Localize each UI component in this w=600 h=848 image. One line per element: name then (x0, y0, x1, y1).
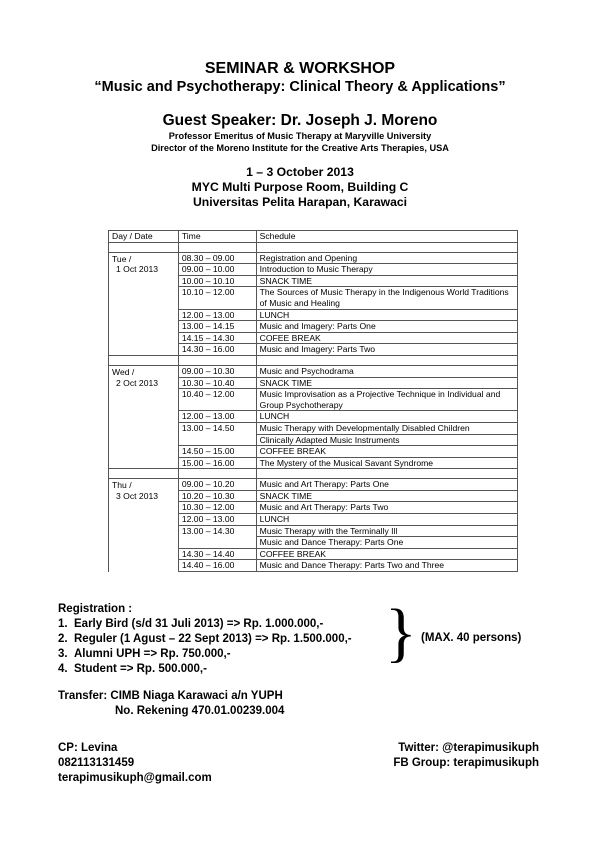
time-cell: 10.30 – 12.00 (178, 502, 256, 514)
registration-item: 2. Reguler (1 Agust – 22 Sept 2013) => Rp. 1.500.000,- (58, 633, 352, 645)
day-separator-row (109, 469, 518, 479)
registration-heading: Registration : (58, 603, 133, 615)
separator-cell (178, 469, 256, 479)
max-capacity-note: (MAX. 40 persons) (421, 632, 522, 644)
separator-cell (109, 242, 179, 252)
schedule-cell: Clinically Adapted Music Instruments (256, 434, 517, 446)
schedule-row (109, 365, 518, 377)
guest-speaker: Guest Speaker: Dr. Joseph J. Moreno (162, 112, 438, 129)
contact-phone: 082113131459 (58, 757, 135, 769)
contact-email: terapimusikuph@gmail.com (58, 772, 212, 784)
speaker-title-2: Director of the Moreno Institute for the Creative Arts Therapies, USA (151, 143, 449, 153)
schedule-cell: Music and Dance Therapy: Parts One (256, 537, 517, 549)
registration-item: 3. Alumni UPH => Rp. 750.000,- (58, 648, 231, 660)
day-date-cell (109, 365, 179, 468)
day-name: Thu / (112, 480, 132, 491)
schedule-cell: Music Therapy with Developmentally Disabled Children (256, 422, 517, 434)
time-cell: 10.20 – 10.30 (178, 490, 256, 502)
schedule-cell: Music and Psychodrama (256, 365, 517, 377)
schedule-row (109, 252, 518, 264)
time-cell: 13.00 – 14.15 (178, 321, 256, 333)
schedule-cell: Music Therapy with the Terminally Ill (256, 525, 517, 537)
registration-item: 4. Student => Rp. 500.000,- (58, 663, 207, 675)
day-name: Tue / (112, 253, 132, 264)
schedule-cell: SNACK TIME (256, 377, 517, 389)
separator-cell (109, 355, 179, 365)
schedule-row (109, 479, 518, 491)
separator-cell (178, 242, 256, 252)
page-subtitle: “Music and Psychotherapy: Clinical Theory & Applications” (94, 79, 506, 95)
time-cell: 10.30 – 10.40 (178, 377, 256, 389)
separator-cell (178, 355, 256, 365)
separator-cell (256, 469, 517, 479)
right-brace: } (385, 596, 417, 669)
registration-item: 1. Early Bird (s/d 31 Juli 2013) => Rp. 1.000.000,- (58, 618, 324, 630)
header-time: Time (178, 231, 256, 243)
separator-cell (256, 242, 517, 252)
time-cell: 13.00 – 14.50 (178, 422, 256, 445)
event-campus: Universitas Pelita Harapan, Karawaci (192, 195, 408, 209)
twitter-handle: Twitter: @terapimusikuph (398, 742, 539, 754)
schedule-cell: Music and Imagery: Parts One (256, 321, 517, 333)
schedule-cell: Music and Art Therapy: Parts One (256, 479, 517, 491)
time-cell: 14.15 – 14.30 (178, 332, 256, 344)
time-cell: 14.50 – 15.00 (178, 446, 256, 458)
day-date-cell (109, 252, 179, 355)
schedule-cell: Music and Art Therapy: Parts Two (256, 502, 517, 514)
time-cell: 12.00 – 13.00 (178, 309, 256, 321)
schedule-table (108, 230, 518, 572)
schedule-cell: SNACK TIME (256, 275, 517, 287)
schedule-cell: LUNCH (256, 411, 517, 423)
day-name: Wed / (112, 366, 135, 377)
time-cell: 14.30 – 14.40 (178, 548, 256, 560)
day-separator-row (109, 355, 518, 365)
fb-group: FB Group: terapimusikuph (393, 757, 539, 769)
schedule-cell: COFFEE BREAK (256, 446, 517, 458)
time-cell: 10.00 – 10.10 (178, 275, 256, 287)
time-cell: 09.00 – 10.00 (178, 264, 256, 276)
schedule-cell: Music and Dance Therapy: Parts Two and Three (256, 560, 517, 572)
separator-cell (109, 469, 179, 479)
time-cell: 08.30 – 09.00 (178, 252, 256, 264)
time-cell: 15.00 – 16.00 (178, 457, 256, 469)
time-cell: 12.00 – 13.00 (178, 411, 256, 423)
transfer-account: No. Rekening 470.01.00239.004 (115, 705, 285, 717)
day-date-cell (109, 479, 179, 572)
time-cell: 09.00 – 10.30 (178, 365, 256, 377)
schedule-cell: Registration and Opening (256, 252, 517, 264)
schedule-cell: The Mystery of the Musical Savant Syndrome (256, 457, 517, 469)
event-venue: MYC Multi Purpose Room, Building C (191, 180, 409, 194)
schedule-header-row (109, 231, 518, 243)
time-cell: 10.10 – 12.00 (178, 287, 256, 309)
header-schedule: Schedule (256, 231, 517, 243)
transfer-bank: Transfer: CIMB Niaga Karawaci a/n YUPH (58, 690, 283, 702)
schedule-cell: The Sources of Music Therapy in the Indigenous World Traditions of Music and Healing (256, 287, 517, 309)
schedule-cell: COFEE BREAK (256, 332, 517, 344)
time-cell: 10.40 – 12.00 (178, 389, 256, 411)
schedule-cell: Music and Imagery: Parts Two (256, 344, 517, 356)
day-separator-row (109, 242, 518, 252)
schedule-cell: COFFEE BREAK (256, 548, 517, 560)
time-cell: 12.00 – 13.00 (178, 514, 256, 526)
day-date: 1 Oct 2013 (116, 264, 159, 275)
schedule-cell: Music Improvisation as a Projective Technique in Individual and Group Psychotherapy (256, 389, 517, 411)
header-day-date: Day / Date (109, 231, 179, 243)
schedule-cell: LUNCH (256, 514, 517, 526)
time-cell: 09.00 – 10.20 (178, 479, 256, 491)
day-date: 3 Oct 2013 (116, 490, 159, 501)
time-cell: 14.40 – 16.00 (178, 560, 256, 572)
speaker-title-1: Professor Emeritus of Music Therapy at Maryville University (168, 131, 432, 141)
time-cell: 14.30 – 16.00 (178, 344, 256, 356)
event-date: 1 – 3 October 2013 (246, 165, 354, 179)
contact-person: CP: Levina (58, 742, 118, 754)
separator-cell (256, 355, 517, 365)
schedule-cell: LUNCH (256, 309, 517, 321)
page-title: SEMINAR & WORKSHOP (204, 60, 396, 77)
day-date: 2 Oct 2013 (116, 377, 159, 388)
schedule-cell: Introduction to Music Therapy (256, 264, 517, 276)
time-cell: 13.00 – 14.30 (178, 525, 256, 548)
schedule-cell: SNACK TIME (256, 490, 517, 502)
